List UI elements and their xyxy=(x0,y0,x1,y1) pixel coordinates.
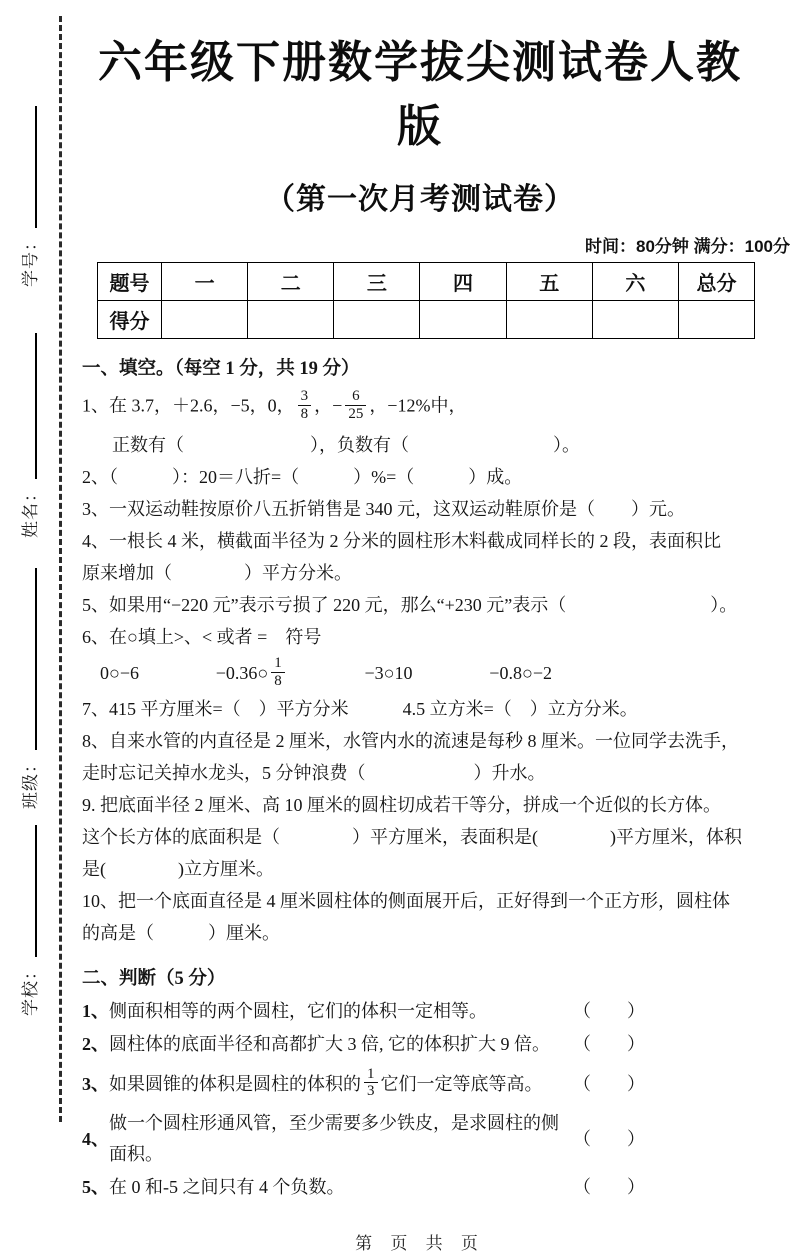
name-write-line xyxy=(35,333,37,479)
cut-line-dashed xyxy=(59,16,62,1122)
q6-compare-1: 0○−6 xyxy=(100,662,140,683)
fraction-3-8: $\frac{3}{8}$ xyxy=(298,388,312,423)
score-header-cell: 一 xyxy=(162,263,248,301)
question-9-line-3: 是( )立方厘米。 xyxy=(82,858,274,879)
judge-item-1 xyxy=(82,996,645,1027)
score-cell xyxy=(679,301,755,339)
judge-1-number: 1、 xyxy=(82,1000,109,1021)
question-7: 7、415 平方厘米=（ ）平方分米 4.5 立方米=（ ）立方分米。 xyxy=(82,698,638,719)
score-cell xyxy=(592,301,678,339)
question-9-line-1: 9. 把底面半径 2 厘米、高 10 厘米的圆柱切成若干等分，拼成一个近似的长方体。 xyxy=(82,794,721,815)
judge-1-text: 侧面积相等的两个圆柱，它们的体积一定相等。 xyxy=(109,1000,487,1021)
question-10-line-1: 10、把一个底面直径是 4 厘米圆柱体的侧面展开后，正好得到一个正方形，圆柱体 xyxy=(82,890,730,911)
fraction-1-3: $\frac{1}{3}$ xyxy=(364,1066,378,1101)
question-6-line-1: 6、在○填上>、< 或者 = 符号 xyxy=(82,626,322,647)
score-header-cell: 总分 xyxy=(679,263,755,301)
page-subtitle: （第一次月考测试卷） xyxy=(265,183,575,216)
score-cell xyxy=(248,301,334,339)
judge-5-number: 5、 xyxy=(82,1177,109,1198)
score-table-header-row xyxy=(98,263,755,301)
score-header-cell: 四 xyxy=(420,263,506,301)
question-4-line-1: 4、一根长 4 米，横截面半径为 2 分米的圆柱形木料截成同样长的 2 段，表面积比 xyxy=(82,530,721,551)
score-header-cell: 二 xyxy=(248,263,334,301)
judge-4-number: 4、 xyxy=(82,1128,109,1149)
question-10-line-2: 的高是（ ）厘米。 xyxy=(82,922,280,943)
score-cell xyxy=(420,301,506,339)
score-cell xyxy=(162,301,248,339)
judge-3-text-post: 它们一定等底等高。 xyxy=(380,1074,543,1095)
class-write-line xyxy=(35,568,37,750)
score-cell xyxy=(334,301,420,339)
paper-content xyxy=(82,0,790,1254)
q6-compare-4: −0.8○−2 xyxy=(489,662,552,683)
school-label: 学校： xyxy=(20,962,40,1016)
score-header-cell: 三 xyxy=(334,263,420,301)
score-header-cell: 六 xyxy=(592,263,678,301)
judge-4-text: 做一个圆柱形通风管，至少需要多少铁皮，是求圆柱的侧面积。 xyxy=(109,1113,559,1165)
student-id-write-line xyxy=(35,106,37,228)
question-2: 2、（ ）：20＝八折=（ ）%=（ ）成。 xyxy=(82,466,523,487)
fraction-1-8: $\frac{1}{8}$ xyxy=(271,655,285,690)
question-1-line-1 xyxy=(82,384,758,429)
class-label: 班级： xyxy=(20,755,40,809)
question-3: 3、一双运动鞋按原价八五折销售是 340 元，这双运动鞋原价是（ ）元。 xyxy=(82,498,685,519)
judge-5-answer-blank: （ ） xyxy=(573,1177,645,1198)
score-table xyxy=(97,262,755,339)
q1-text-c: ，−12%中， xyxy=(369,395,467,416)
fraction-6-25: $\frac{6}{25}$ xyxy=(345,388,366,423)
page-title: 六年级下册数学拔尖测试卷人教版 xyxy=(98,38,742,151)
judge-item-3 xyxy=(82,1062,645,1107)
score-row-label: 得分 xyxy=(98,301,162,339)
judge-4-answer-blank: （ ） xyxy=(573,1128,645,1149)
judge-2-number: 2、 xyxy=(82,1033,109,1054)
score-cell xyxy=(506,301,592,339)
q6-compare-2: −0.36○ $\frac{1}{8}$ xyxy=(216,653,288,693)
judge-5-text: 在 0 和-5 之间只有 4 个负数。 xyxy=(109,1177,345,1198)
school-write-line xyxy=(35,825,37,957)
question-8-line-1: 8、自来水管的内直径是 2 厘米，水管内水的流速是每秒 8 厘米。一位同学去洗手， xyxy=(82,730,739,751)
q1-text-b: ，− xyxy=(314,395,343,416)
score-header-cell: 题号 xyxy=(98,263,162,301)
question-1-line-2: 正数有（ ），负数有（ ）。 xyxy=(112,434,580,455)
student-id-label: 学号： xyxy=(20,233,40,287)
page-footer: 第 页 共 页 xyxy=(355,1234,485,1254)
exam-info: 时间：80分钟 满分：100分 xyxy=(585,237,790,256)
section-fill-heading: 一、填空。（每空 1 分，共 19 分） xyxy=(82,359,360,379)
section-judge-heading: 二、判断（5 分） xyxy=(82,968,226,989)
question-5: 5、如果用“−220 元”表示亏损了 220 元，那么“+230 元”表示（ ）。 xyxy=(82,594,738,615)
judge-1-answer-blank: （ ） xyxy=(573,1000,645,1021)
judge-3-number: 3、 xyxy=(82,1074,109,1095)
score-header-cell: 五 xyxy=(506,263,592,301)
judge-item-5 xyxy=(82,1172,645,1203)
question-4-line-2: 原来增加（ ）平方分米。 xyxy=(82,562,352,583)
judge-2-text: 圆柱体的底面半径和高都扩大 3 倍, 它的体积扩大 9 倍。 xyxy=(109,1033,550,1054)
judge-item-4 xyxy=(82,1108,645,1170)
question-9-line-2: 这个长方体的底面积是（ ）平方厘米，表面积是( )平方厘米，体积 xyxy=(82,826,742,847)
q6-compare-3: −3○10 xyxy=(364,662,413,683)
question-8-line-2: 走时忘记关掉水龙头，5 分钟浪费（ ）升水。 xyxy=(82,762,546,783)
q1-text-a: 1、在 3.7，＋2.6，−5，0， xyxy=(82,395,295,416)
question-6-comparisons xyxy=(100,653,552,693)
judge-item-2 xyxy=(82,1029,645,1060)
name-label: 姓名： xyxy=(20,484,40,538)
student-info-strip xyxy=(0,0,56,1122)
score-table-score-row xyxy=(98,301,755,339)
judge-3-text-pre: 如果圆锥的体积是圆柱的体积的 xyxy=(109,1074,361,1095)
judge-3-answer-blank: （ ） xyxy=(573,1074,645,1095)
judge-2-answer-blank: （ ） xyxy=(573,1033,645,1054)
